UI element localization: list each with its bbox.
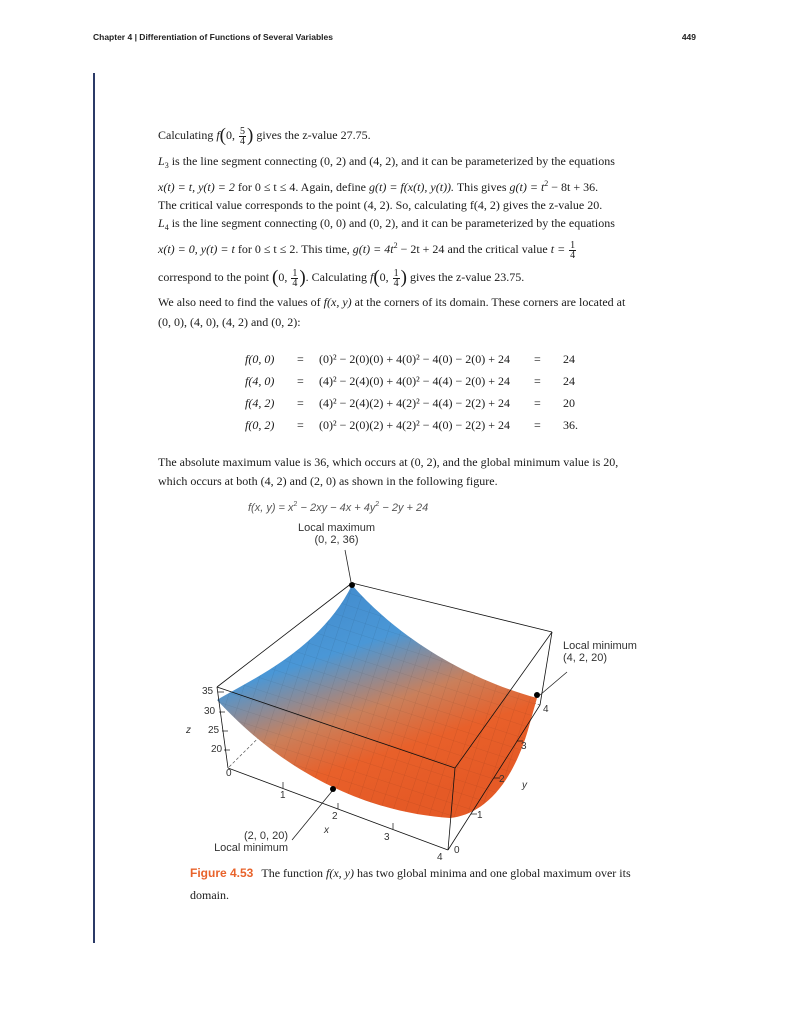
paragraph-p5: $L_4$ is the line segment connecting (0, 0) and (0, 2), and it can be parameterized by the equations [158,216,615,232]
paragraph-p8: We also need to find the values of f(x, y) at the corners of its domain. These corners are located at [158,295,626,309]
z-tick: 20 [211,744,223,755]
x-tick: 4 [437,852,443,863]
y-tick: 1 [477,810,483,821]
y-tick: 2 [499,774,505,785]
y-axis-label: y [522,780,527,791]
x-tick: 1 [280,790,286,801]
x-tick: 3 [384,832,390,843]
z-tick: 25 [208,725,220,736]
local-maximum-point [349,582,355,588]
figure-caption: Figure 4.53 The function f(x, y) has two global minima and one global maximum over its domain. [190,866,631,902]
min-annotation-2-0: (2, 0, 20) Local minimum [214,830,289,854]
z-axis-label: z [186,725,191,736]
x-tick: 2 [332,811,338,822]
paragraph-p7: correspond to the point (0, $\frac{1}{4}$ ). Calculating f(0, $\frac{1}{4}$ ) gives the z-value 23.75. [158,267,525,289]
paragraph-p1: Calculating f(0, $\frac{5}{4}$ ) gives the z-value 27.75. [158,125,371,147]
z-tick: 35 [202,686,214,697]
y-tick: 4 [543,704,549,715]
paragraph-p9: (0, 0), (4, 0), (4, 2) and (0, 2): [158,315,301,329]
local-minimum-point-4-2 [534,692,540,698]
max-annotation: Local maximum (0, 2, 36) [298,522,376,546]
min-annotation-4-2: Local minimum (4, 2, 20) [563,640,637,664]
paragraph-p3: x(t) = t, y(t) = 2 for 0 ≤ t ≤ 4. Again, define g(t) = f(x(t), y(t)). This gives $g(t) = t^2 - 8t + 36$. [158,179,599,194]
paragraph-p6: x(t) = 0, y(t) = t for 0 ≤ t ≤ 2. This time, $g(t) = 4t^2 - 2t + 24$ and the critical value t = $\frac{1}{4}$ [158,239,576,261]
chapter-title: Chapter 4 | Differentiation of Functions of Several Variables [93,32,333,42]
figure-function-title: f(x, $y) = x^2 - 2xy - 4x + 4y^2 - 2y + 24$ [248,501,429,514]
figure-number: Figure 4.53 [190,866,254,880]
paragraph-p11: which occurs at both (4, 2) and (2, 0) as shown in the following figure. [158,474,498,488]
paragraph-p4: The critical value corresponds to the point (4, 2). So, calculating f(4, 2) gives the z-value 20. [158,198,603,212]
z-tick: 30 [204,706,216,717]
page-number: 449 [681,32,696,42]
paragraph-p2: $L_3$ is the line segment connecting (0, 2) and (4, 2), and it can be parameterized by the equations [158,154,615,170]
x-axis-label: x [324,825,329,836]
local-minimum-point-2-0 [330,786,336,792]
paragraph-p10: The absolute maximum value is 36, which occurs at (0, 2), and the global minimum value is 20, [158,455,619,469]
x-tick: 0 [226,768,232,779]
fraction: $\frac{5}{4}$ [240,125,245,147]
y-tick: 0 [454,845,460,856]
y-tick: 3 [521,741,527,752]
